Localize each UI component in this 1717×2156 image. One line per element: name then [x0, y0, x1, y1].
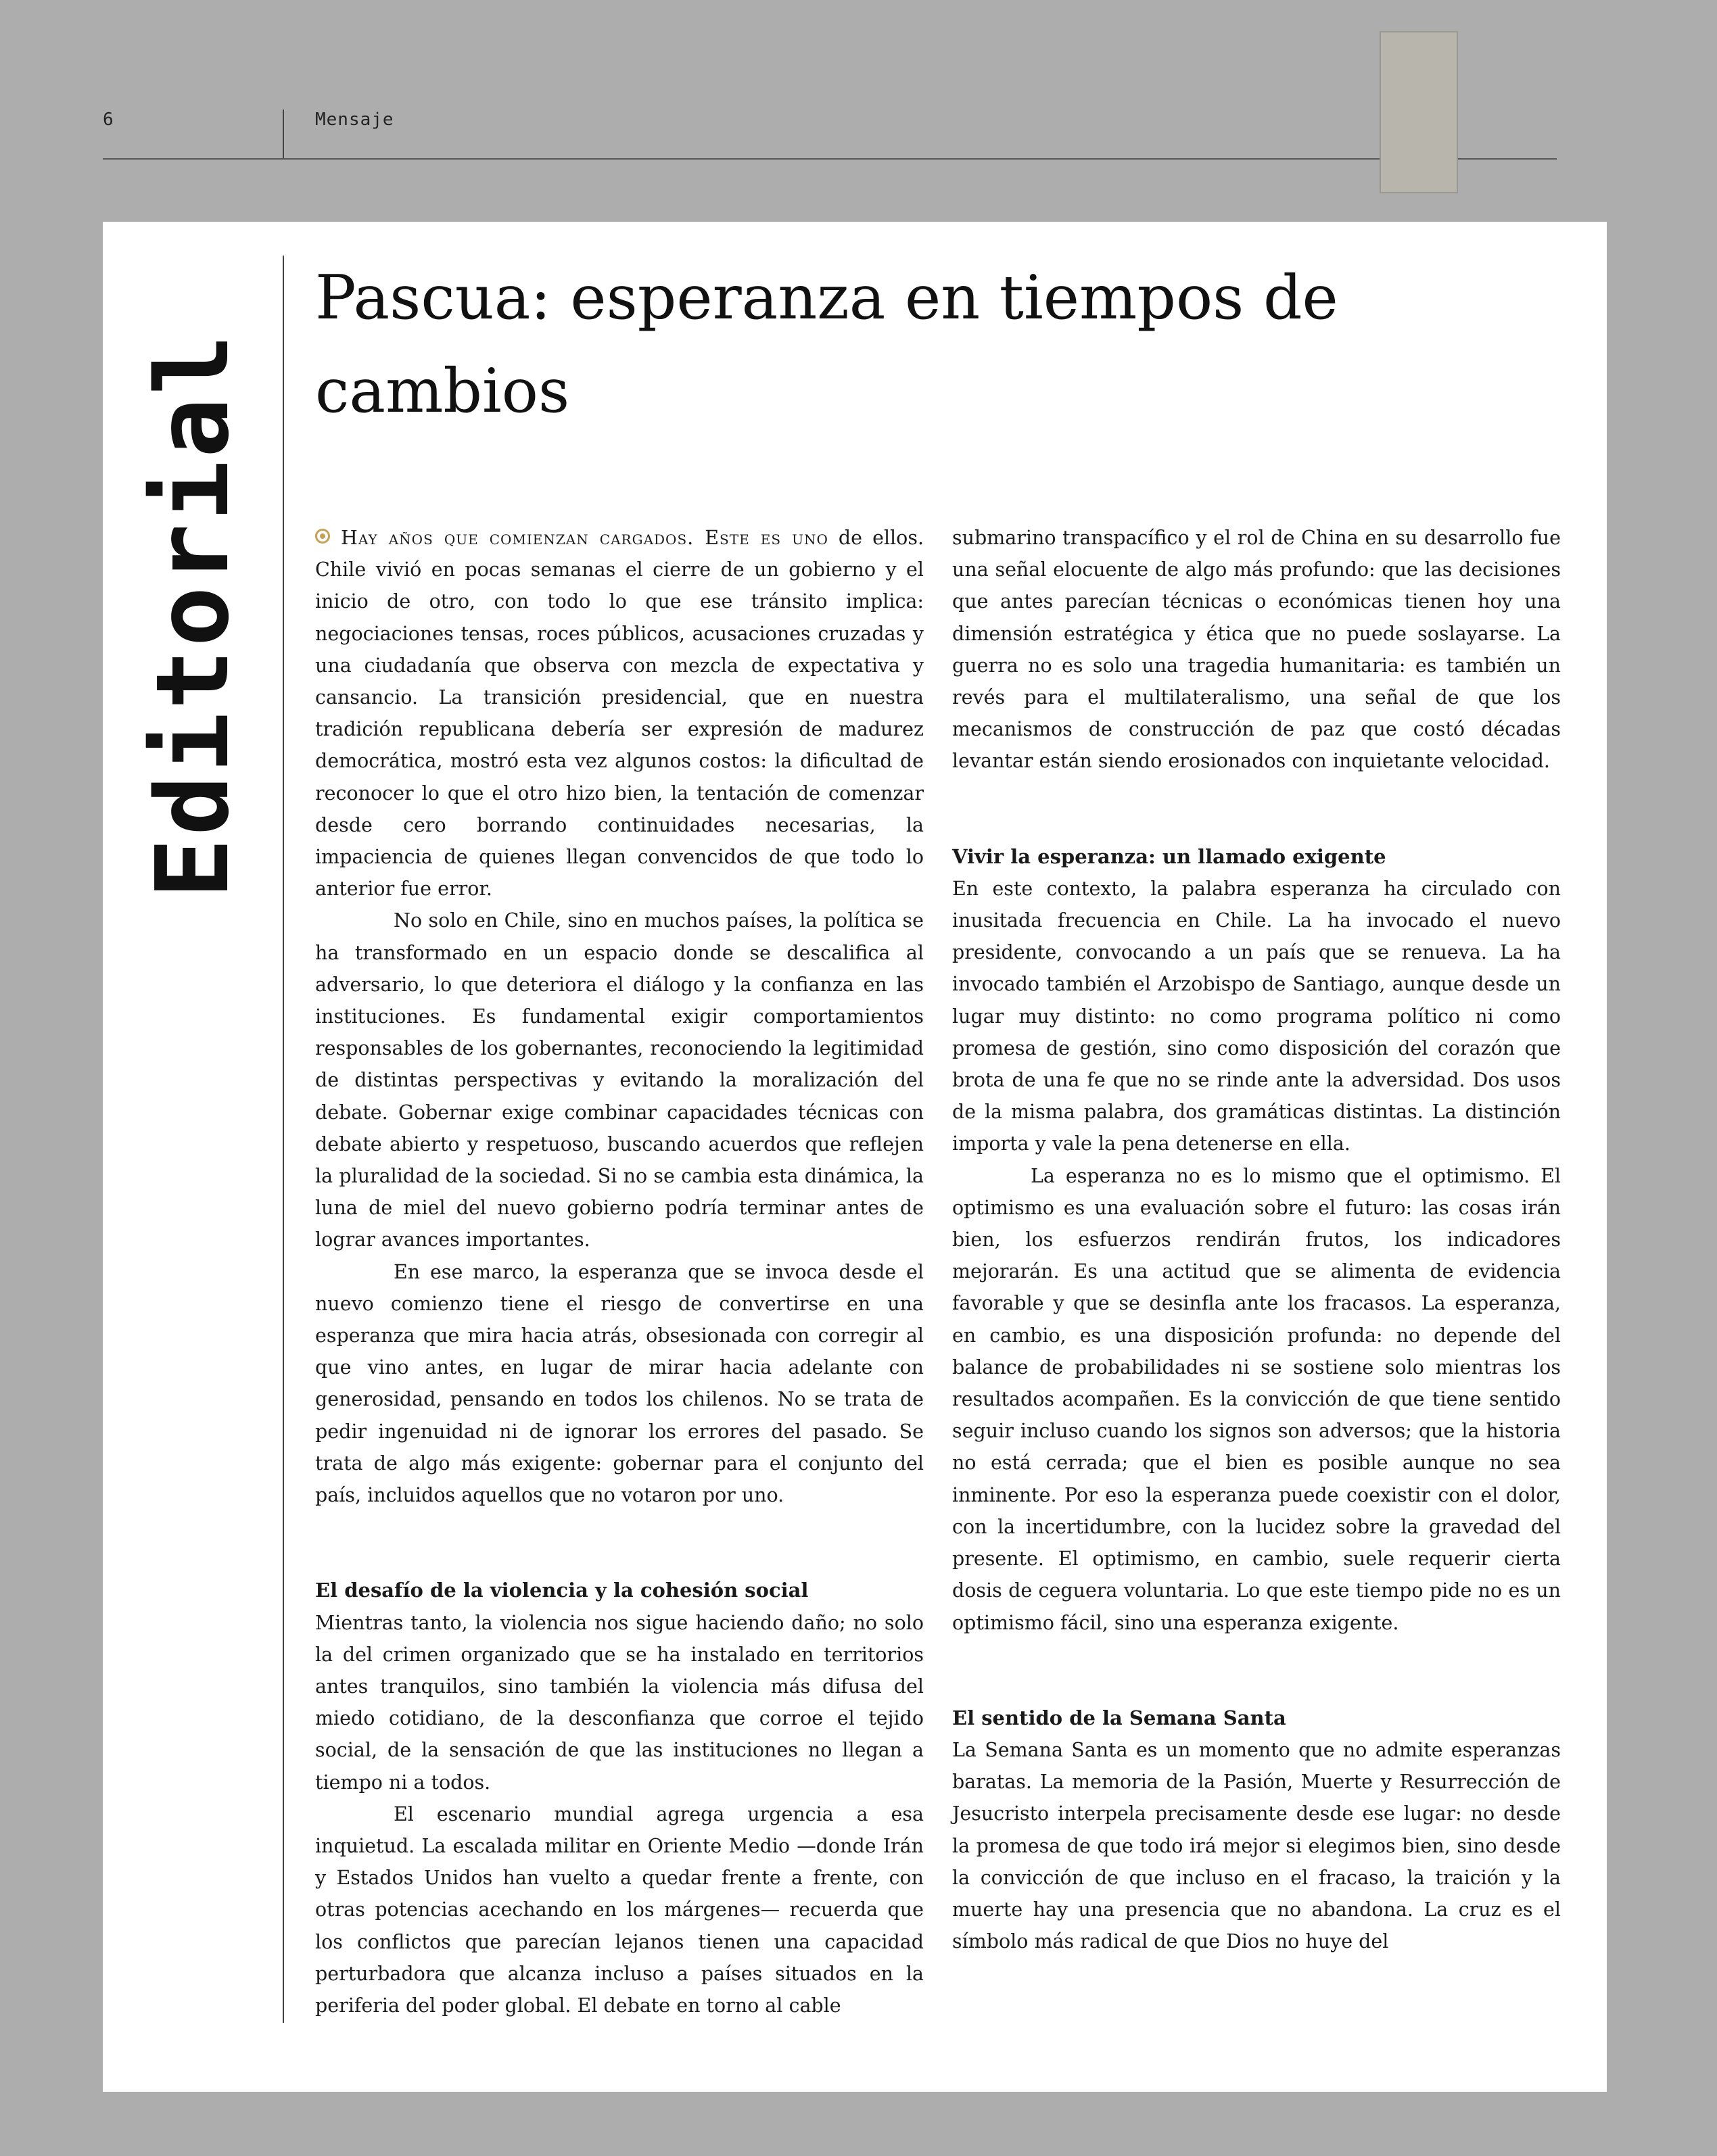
- paragraph: Mientras tanto, la violencia nos sigue haciendo daño; no solo la del crimen organizado que se ha instalado en territorios antes tranquilos, sino también la violencia más difusa del miedo cotidiano, de la desconfianza que corroe el tejido social, de la sensación de que las instituciones no llegan a tiempo ni a todos.: [315, 1611, 924, 1794]
- article-title: Pascua: esperanza en tiempos de cambios: [315, 262, 1338, 427]
- subheading: El desafío de la violencia y la cohesión social: [315, 1579, 809, 1602]
- lead-in-caps: Hay años que comienzan cargados. Este es uno: [341, 527, 828, 549]
- paragraph: La esperanza no es lo mismo que el optimismo. El optimismo es una evaluación sobre el futuro: las cosas irán bien, los esfuerzos rendirán frutos, los indicadores mejorarán. Es una actitud que se alimenta de evidencia favorable y que se desinfla ante los fracasos. La esperanza, en cambio, es una disposición profunda: no depende del balance de probabilidades ni se sostiene solo mientras los resultados acompañen. Es la convicción de que tiene sentido seguir incluso cuando los signos son adversos; que la historia no está cerrada; que el bien es posible aunque no sea inminente. Por eso la esperanza puede coexistir con el dolor, con la incertidumbre, con la lucidez sobre la gravedad del presente. El optimismo, en cambio, suele requerir cierta dosis de ceguera voluntaria. Lo que este tiempo pide no es un optimismo fácil, sino una esperanza exigente.: [952, 1164, 1561, 1634]
- subheading: El sentido de la Semana Santa: [952, 1706, 1286, 1729]
- subheading: Vivir la esperanza: un llamado exigente: [952, 844, 1386, 868]
- section-label-wrap: [130, 257, 256, 974]
- paragraph: La Semana Santa es un momento que no admite esperanzas baratas. La memoria de la Pasión, Muerte y Resurrección de Jesucristo interpela precisamente desde ese lugar: no desde la promesa de que todo irá mejor si elegimos bien, sino desde la convicción de que incluso en el fracaso, la traición y la muerte hay una presencia que no abandona. La cruz es el símbolo más radical de que Dios no huye del: [952, 1738, 1561, 1953]
- paragraph: El escenario mundial agrega urgencia a esa inquietud. La escalada militar en Oriente Medio —donde Irán y Estados Unidos han vuelto a quedar frente a frente, con otras potencias acechando en los márgenes— recuerda que los conflictos que parecían lejanos tienen una capacidad perturbadora que alcanza incluso a países situados en la periferia del poder global. El debate en torno al cable: [315, 1802, 924, 2017]
- header-separator: [283, 110, 284, 160]
- section-label: Editorial: [135, 332, 251, 899]
- paragraph: submarino transpacífico y el rol de China en su desarrollo fue una señal elocuente de algo más profundo: que las decisiones que antes parecían técnicas o económicas tienen hoy una dimensión estratégica y ética que no puede soslayarse. La guerra no es solo una tragedia humanitaria: es también un revés para el multilateralismo, una señal de que los mecanismos de construcción de paz que costó décadas levantar están siendo erosionados con inquietante velocidad.: [952, 527, 1561, 773]
- column-left: [315, 522, 924, 2021]
- column-right: [952, 522, 1561, 1957]
- publication-name: Mensaje: [315, 110, 394, 130]
- rosette-ornament-icon: [315, 529, 330, 544]
- page-number: 6: [103, 110, 114, 130]
- paragraph: En este contexto, la palabra esperanza ha circulado con inusitada frecuencia en Chile. La ha invocado el nuevo presidente, convocando a un país que se renueva. La ha invocado también el Arzobispo de Santiago, aunque desde un lugar muy distinto: no como programa político ni como promesa de gestión, sino como disposición del corazón que brota de una fe que no se rinde ante la adversidad. Dos usos de la misma palabra, dos gramáticas distintas. La distinción importa y vale la pena detenerse en ella.: [952, 877, 1561, 1155]
- section-gap: [952, 777, 1561, 841]
- header-rule: [103, 158, 1557, 160]
- section-gap: [952, 1639, 1561, 1702]
- section-divider: [283, 256, 284, 2023]
- paragraph: [315, 522, 924, 905]
- paragraph: En ese marco, la esperanza que se invoca desde el nuevo comienzo tiene el riesgo de convertirse en una esperanza que mira hacia atrás, obsesionada con corregir al que vino antes, en lugar de mirar hacia adelante con generosidad, pensando en todos los chilenos. No se trata de pedir ingenuidad ni de ignorar los errores del pasado. Se trata de algo más exigente: gobernar para el conjunto del país, incluidos aquellos que no votaron por uno.: [315, 1260, 924, 1507]
- paragraph-text: de ellos. Chile vivió en pocas semanas el cierre de un gobierno y el inicio de otro, con todo lo que ese tránsito implica: negociaciones tensas, roces públicos, acusaciones cruzadas y una ciudadanía que observa con mezcla de expectativa y cansancio. La transición presidencial, que en nuestra tradición republicana debería ser expresión de madurez democrática, mostró esta vez algunos costos: la dificultad de reconocer lo que el otro hizo bien, la tentación de comenzar desde cero borrando continuidades necesarias, la impaciencia de quienes llegan convencidos de que todo lo anterior fue error.: [315, 527, 924, 901]
- section-gap: [315, 1511, 924, 1575]
- paragraph: No solo en Chile, sino en muchos países, la política se ha transformado en un espacio donde se descalifica al adversario, lo que deteriora el diálogo y la confianza en las instituciones. Es fundamental exigir comportamientos responsables de los gobernantes, reconociendo la legitimidad de distintas perspectivas y evitando la moralización del debate. Gobernar exige combinar capacidades técnicas con debate abierto y respetuoso, buscando acuerdos que reflejen la pluralidad de la sociedad. Si no se cambia esta dinámica, la luna de miel del nuevo gobierno podría terminar antes de lograr avances importantes.: [315, 909, 924, 1251]
- page-tab-marker: [1380, 31, 1458, 193]
